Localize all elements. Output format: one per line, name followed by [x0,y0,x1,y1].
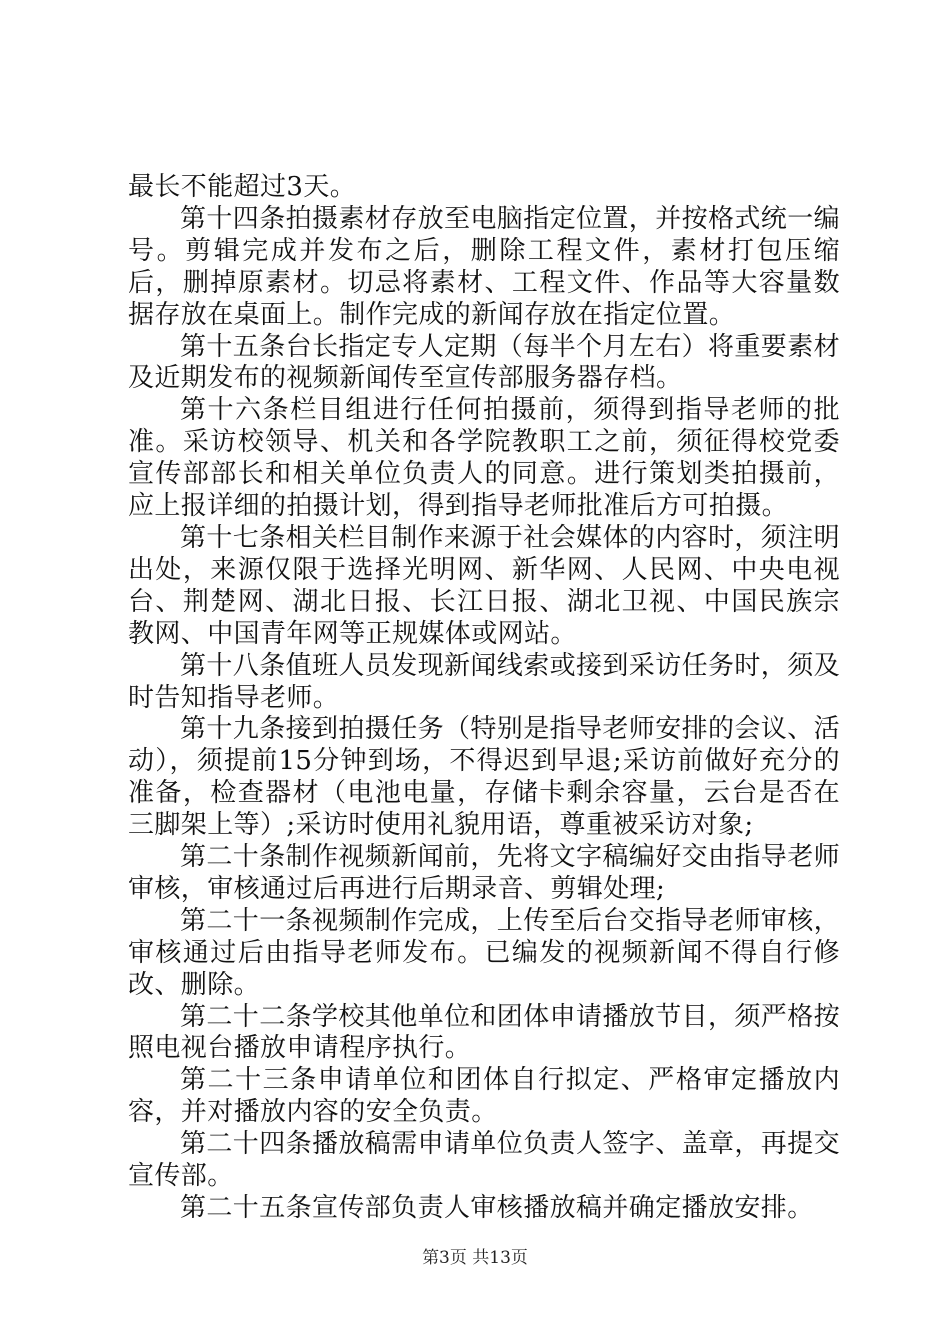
paragraph-article-19: 第十九条接到拍摄任务（特别是指导老师安排的会议、活动），须提前15分钟到场，不得迟到早退;采访前做好充分的准备，检查器材（电池电量，存储卡剩余容量，云台是否在三脚架上等）;采访时使用礼貌用语，尊重被采访对象; [128,714,841,841]
paragraph-article-22: 第二十二条学校其他单位和团体申请播放节目，须严格按照电视台播放申请程序执行。 [128,1001,841,1064]
paragraph-article-15: 第十五条台长指定专人定期（每半个月左右）将重要素材及近期发布的视频新闻传至宣传部服务器存档。 [128,331,841,394]
document-body [128,172,840,1225]
page-number-footer: 第3页 共13页 [422,1248,528,1268]
paragraph-article-25: 第二十五条宣传部负责人审核播放稿并确定播放安排。 [180,1193,814,1223]
paragraph-article-16: 第十六条栏目组进行任何拍摄前，须得到指导老师的批准。采访校领导、机关和各学院教职工之前，须征得校党委宣传部部长和相关单位负责人的同意。进行策划类拍摄前，应上报详细的拍摄计划，得到指导老师批准后方可拍摄。 [128,395,840,522]
paragraph-article-17: 第十七条相关栏目制作来源于社会媒体的内容时，须注明出处，来源仅限于选择光明网、新华网、人民网、中央电视台、荆楚网、湖北日报、长江日报、湖北卫视、中国民族宗教网、中国青年网等正规媒体或网站。 [128,522,841,649]
paragraph-article-24: 第二十四条播放稿需申请单位负责人签字、盖章，再提交宣传部。 [128,1129,841,1192]
paragraph-article-18: 第十八条值班人员发现新闻线索或接到采访任务时，须及时告知指导老师。 [128,650,841,713]
paragraph-continuation: 最长不能超过3天。 [128,172,357,202]
paragraph-article-20: 第二十条制作视频新闻前，先将文字稿编好交由指导老师审核，审核通过后再进行后期录音、剪辑处理; [128,842,841,904]
paragraph-article-21: 第二十一条视频制作完成，上传至后台交指导老师审核，审核通过后由指导老师发布。已编发的视频新闻不得自行修改、删除。 [128,905,841,1000]
paragraph-article-14: 第十四条拍摄素材存放至电脑指定位置，并按格式统一编号。剪辑完成并发布之后，删除工程文件，素材打包压缩后，删掉原素材。切忌将素材、工程文件、作品等大容量数据存放在桌面上。制作完成的新闻存放在指定位置。 [128,203,841,330]
paragraph-article-23: 第二十三条申请单位和团体自行拟定、严格审定播放内容，并对播放内容的安全负责。 [128,1065,840,1128]
